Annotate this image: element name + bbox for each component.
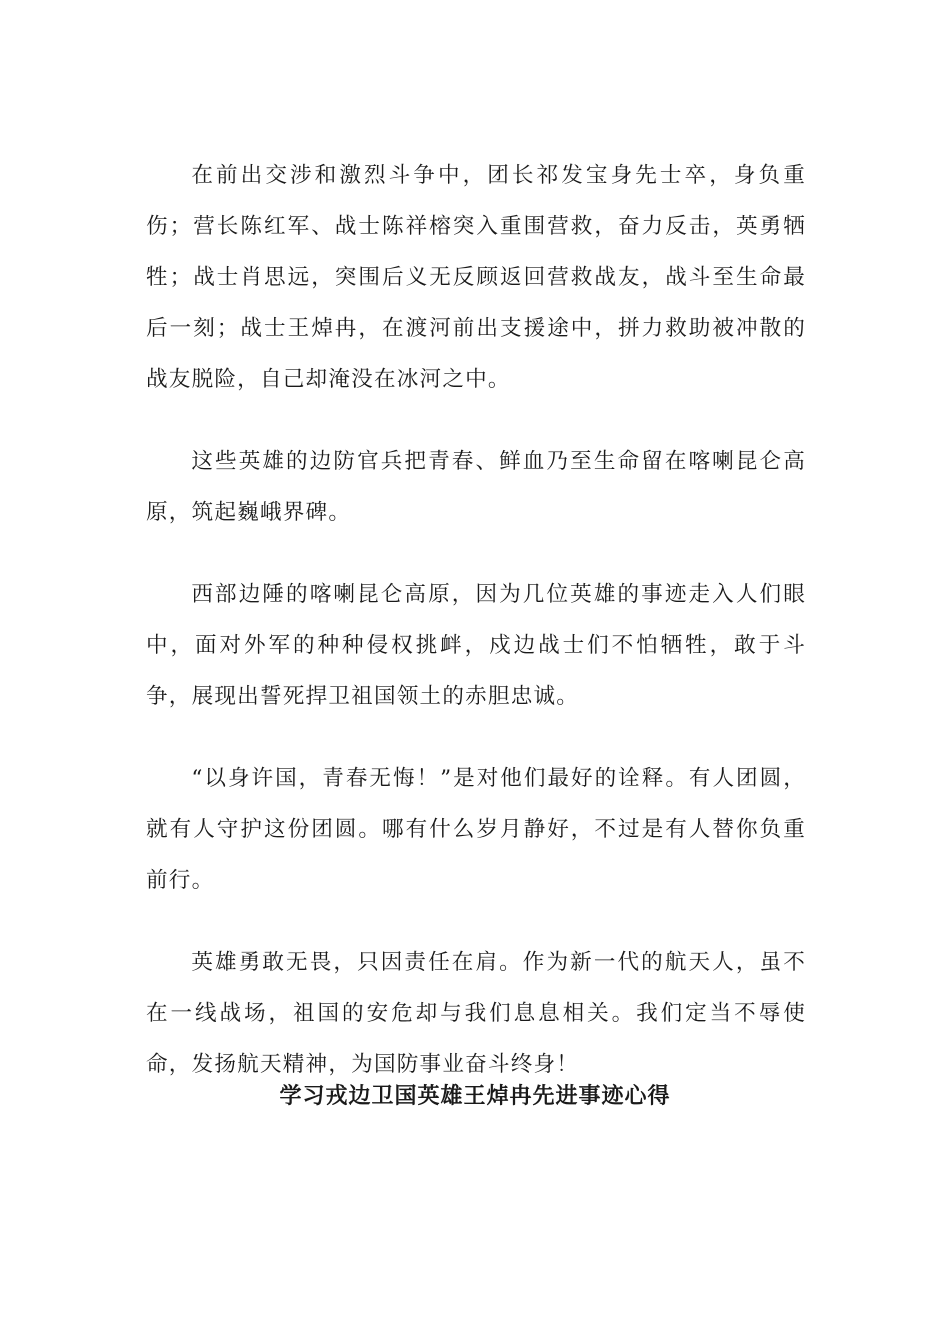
paragraph-4: “以身许国，青春无悔！”是对他们最好的诠释。有人团圆，就有人守护这份团圆。哪有什么岁月静好，不过是有人替你负重前行。: [146, 766, 806, 893]
document-body: [146, 150, 806, 1121]
section-heading: 学习戎边卫国英雄王焯冉先进事迹心得: [279, 1083, 671, 1109]
paragraph-5: 英雄勇敢无畏，只因责任在肩。作为新一代的航天人，虽不在一线战场，祖国的安危却与我们息息相关。我们定当不辱使命，发扬航天精神，为国防事业奋斗终身！: [146, 950, 806, 1077]
paragraph-3: 西部边陲的喀喇昆仑高原，因为几位英雄的事迹走入人们眼中，面对外军的种种侵权挑衅，戍边战士们不怕牺牲，敢于斗争，展现出誓死捍卫祖国领土的赤胆忠诚。: [146, 582, 806, 709]
paragraph-1: 在前出交涉和激烈斗争中，团长祁发宝身先士卒，身负重伤；营长陈红军、战士陈祥榕突入重围营救，奋力反击，英勇牺牲；战士肖思远，突围后义无反顾返回营救战友，战斗至生命最后一刻；战士王焯冉，在渡河前出支援途中，拼力救助被冲散的战友脱险，自己却淹没在冰河之中。: [146, 163, 806, 392]
paragraph-2: 这些英雄的边防官兵把青春、鲜血乃至生命留在喀喇昆仑高原，筑起巍峨界碑。: [146, 449, 806, 525]
